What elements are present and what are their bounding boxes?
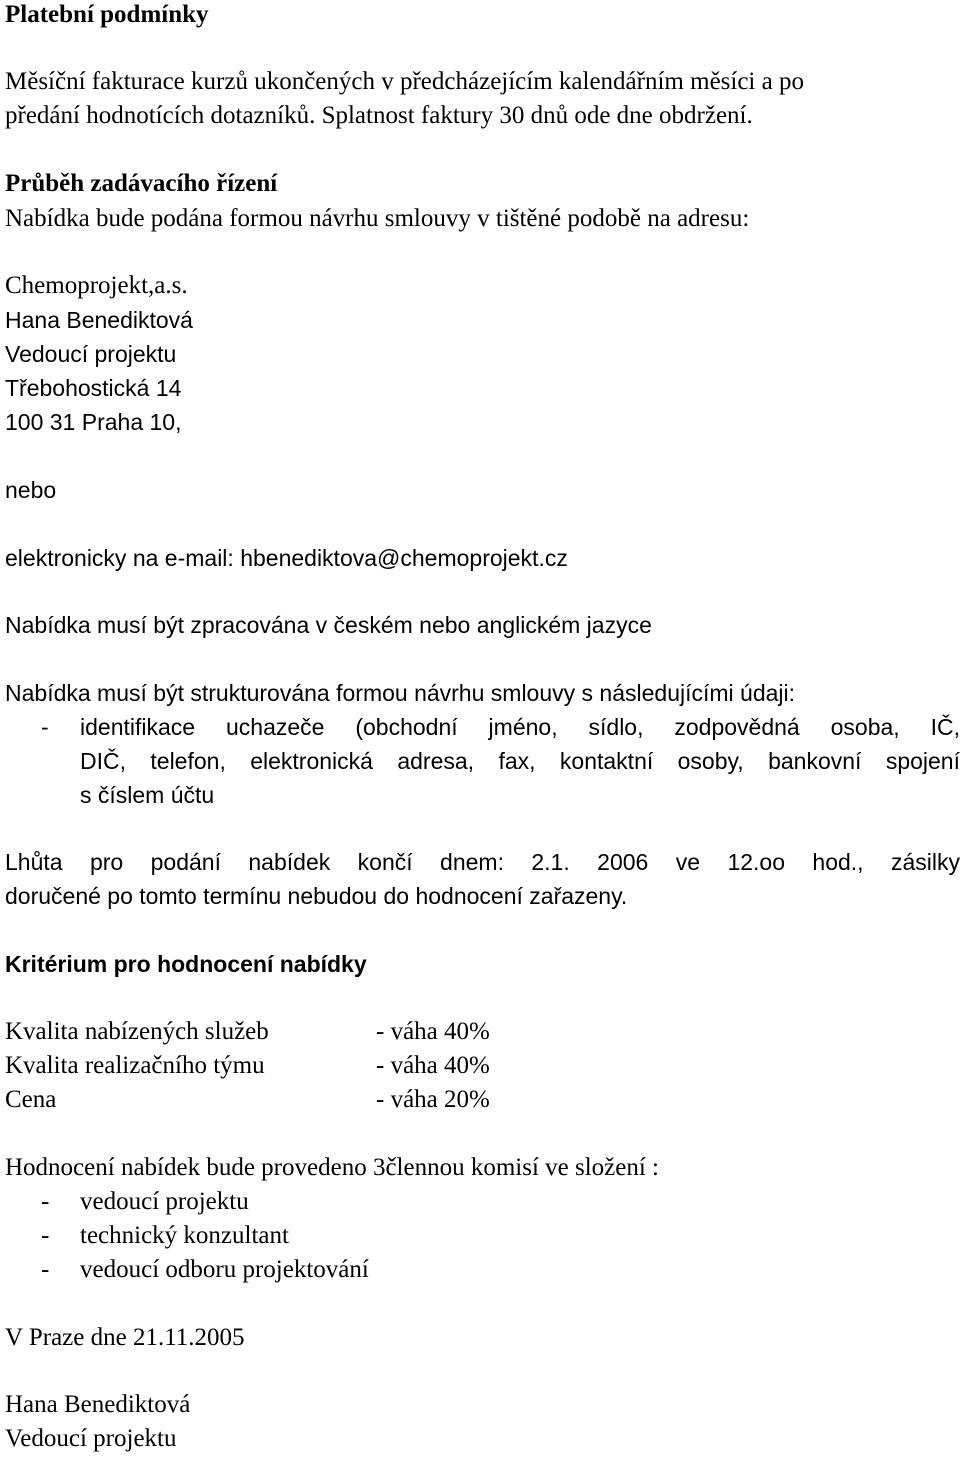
criterion-weight: - váha 40% [376, 1018, 490, 1045]
payment-text-line-2: předání hodnotících dotazníků. Splatnost faktury 30 dnů ode dne obdržení. [5, 102, 753, 129]
signature-role: Vedoucí projektu [5, 1425, 177, 1452]
criterion-weight: - váha 20% [376, 1086, 490, 1113]
address-name: Hana Benediktová [5, 307, 193, 333]
criterion-weight: - váha 40% [376, 1052, 490, 1079]
committee-dash: - [41, 1256, 50, 1283]
committee-member: vedoucí odboru projektování [80, 1256, 369, 1283]
address-role: Vedoucí projektu [5, 341, 177, 367]
payment-heading: Platební podmínky [5, 1, 209, 28]
criterion-label: Cena [5, 1086, 57, 1113]
deadline-line-1: Lhůta pro podání nabídek končí dnem: 2.1. 2006 ve 12.oo hod., zásilky [5, 849, 960, 875]
committee-member: technický konzultant [80, 1222, 289, 1249]
criterion-label: Kvalita realizačního týmu [5, 1052, 265, 1079]
committee-dash: - [41, 1222, 50, 1249]
committee-intro: Hodnocení nabídek bude provedeno 3člennou komisí ve složení : [5, 1154, 660, 1181]
bullet-text-line-1: identifikace uchazeče (obchodní jméno, sídlo, zodpovědná osoba, IČ, [80, 714, 960, 740]
email-line: elektronicky na e-mail: hbenediktova@chemoprojekt.cz [5, 545, 568, 571]
or-text: nebo [5, 477, 57, 503]
bullet-text-line-3: s číslem účtu [80, 782, 215, 808]
deadline-line-2: doručené po tomto termínu nebudou do hodnocení zařazeny. [5, 883, 628, 909]
structure-requirement: Nabídka musí být strukturována formou návrhu smlouvy s následujícími údaji: [5, 680, 796, 706]
payment-text-line-1: Měsíční fakturace kurzů ukončených v předcházejícím kalendářním měsíci a po [5, 68, 804, 95]
signature-name: Hana Benediktová [5, 1391, 191, 1418]
procedure-heading: Průběh zadávacího řízení [5, 170, 278, 197]
criteria-heading: Kritérium pro hodnocení nabídky [5, 951, 367, 977]
procedure-intro: Nabídka bude podána formou návrhu smlouvy v tištěné podobě na adresu: [5, 205, 750, 232]
bullet-text-line-2: DIČ, telefon, elektronická adresa, fax, kontaktní osoby, bankovní spojení [80, 748, 960, 774]
address-company: Chemoprojekt,a.s. [5, 272, 188, 299]
place-and-date: V Praze dne 21.11.2005 [5, 1324, 245, 1351]
language-requirement: Nabídka musí být zpracována v českém nebo anglickém jazyce [5, 612, 652, 638]
bullet-dash: - [41, 714, 49, 740]
committee-dash: - [41, 1188, 50, 1215]
committee-member: vedoucí projektu [80, 1188, 249, 1215]
address-street: Třebohostická 14 [5, 375, 182, 401]
address-city: 100 31 Praha 10, [5, 409, 182, 435]
criterion-label: Kvalita nabízených služeb [5, 1018, 269, 1045]
